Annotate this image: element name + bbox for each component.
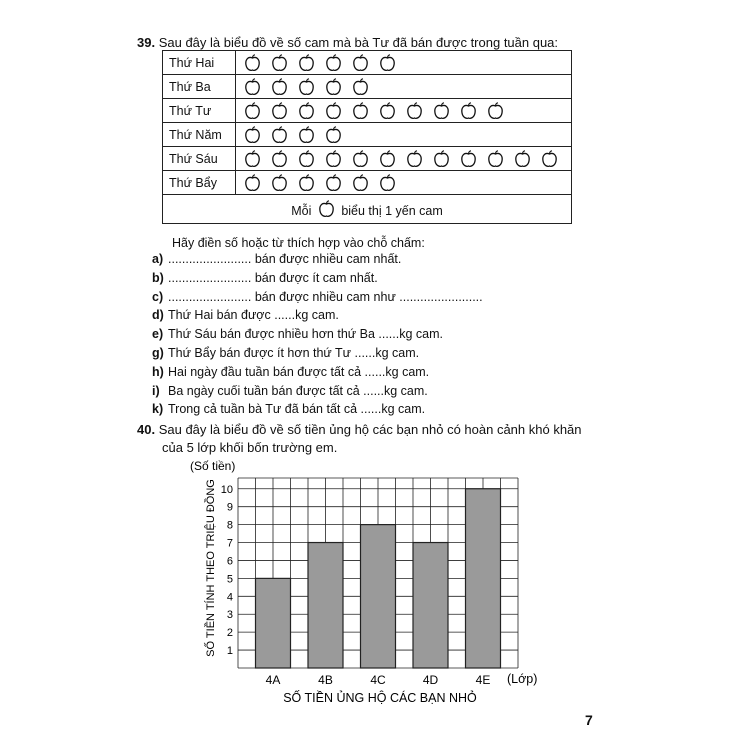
y-tick-label: 8 xyxy=(226,519,233,532)
item-label: e) xyxy=(152,327,164,342)
day-label: Thứ Ba xyxy=(163,75,236,99)
item-text: Trong cả tuần bà Tư đã bán tất cả ......kg cam. xyxy=(168,402,426,417)
legend-post: biểu thị 1 yến cam xyxy=(341,204,443,218)
item-label: h) xyxy=(152,364,164,379)
bar-4B xyxy=(308,543,343,668)
chart-xunit: (Lớp) xyxy=(507,672,538,686)
q39-instruction: Hãy điền số hoặc từ thích hợp vào chỗ chấm: xyxy=(172,236,425,250)
item-label: a) xyxy=(152,252,164,266)
item-text: Thứ Hai bán được ......kg cam. xyxy=(168,308,339,323)
x-tick-label: 4A xyxy=(265,673,281,687)
item-text: Ba ngày cuối tuần bán được tất cả ......kg cam. xyxy=(168,383,428,398)
y-tick-label: 5 xyxy=(226,573,233,586)
item-text: Thứ Bẩy bán được ít hơn thứ Tư ......kg cam. xyxy=(168,346,420,360)
item-text: ........................ bán được ít cam nhất. xyxy=(168,270,378,285)
day-label: Thứ Hai xyxy=(163,51,236,75)
day-label: Thứ Bẩy xyxy=(163,171,236,195)
x-tick-label: 4B xyxy=(318,673,333,687)
item-text: ........................ bán được nhiều cam như ........................ xyxy=(168,289,483,304)
y-tick-label: 6 xyxy=(226,555,233,568)
item-text: Hai ngày đầu tuần bán được tất cả ......kg cam. xyxy=(168,364,430,379)
y-tick-label: 9 xyxy=(226,501,233,514)
y-tick-label: 4 xyxy=(226,591,233,604)
item-text: ........................ bán được nhiều cam nhất. xyxy=(168,252,402,266)
item-text: Thứ Sáu bán được nhiều hơn thứ Ba ......kg cam. xyxy=(168,327,443,342)
q40-number: 40. xyxy=(137,422,156,437)
q40-title-line1: Sau đây là biểu đồ về số tiền ủng hộ các bạn nhỏ có hoàn cảnh khó khăn xyxy=(158,422,582,437)
chart-ylabel-top: (Số tiền) xyxy=(190,459,236,473)
y-tick-label: 1 xyxy=(226,645,233,658)
day-label: Thứ Tư xyxy=(163,99,236,123)
x-tick-label: 4E xyxy=(475,673,491,687)
day-label: Thứ Sáu xyxy=(163,147,236,171)
y-tick-label: 2 xyxy=(226,627,233,640)
x-tick-label: 4D xyxy=(422,673,439,687)
bar-4E xyxy=(466,489,501,668)
bar-4D xyxy=(413,543,448,668)
chart-xlabel: SỐ TIỀN ỦNG HỘ CÁC BẠN NHỎ xyxy=(283,691,477,705)
item-label: b) xyxy=(152,270,164,285)
x-tick-label: 4C xyxy=(370,673,386,687)
legend-pre: Mỗi xyxy=(291,204,312,218)
item-label: d) xyxy=(152,308,164,323)
y-tick-label: 3 xyxy=(226,609,233,622)
day-label: Thứ Năm xyxy=(163,123,236,147)
y-tick-label: 10 xyxy=(220,483,233,496)
chart-ylabel: SỐ TIỀN TÍNH THEO TRIỆU ĐỒNG xyxy=(205,479,217,657)
q40-title-line2: của 5 lớp khối bốn trường em. xyxy=(162,440,338,455)
y-tick-label: 7 xyxy=(226,537,233,550)
item-label: k) xyxy=(152,402,164,417)
page-number: 7 xyxy=(585,712,593,728)
q39-number: 39. xyxy=(137,35,156,50)
bar-4C xyxy=(361,525,396,668)
q39-title: Sau đây là biểu đồ về số cam mà bà Tư đã bán được trong tuần qua: xyxy=(158,35,559,50)
item-label: g) xyxy=(152,346,164,360)
item-label: i) xyxy=(152,383,160,398)
bar-4A xyxy=(256,578,291,668)
item-label: c) xyxy=(152,289,164,304)
